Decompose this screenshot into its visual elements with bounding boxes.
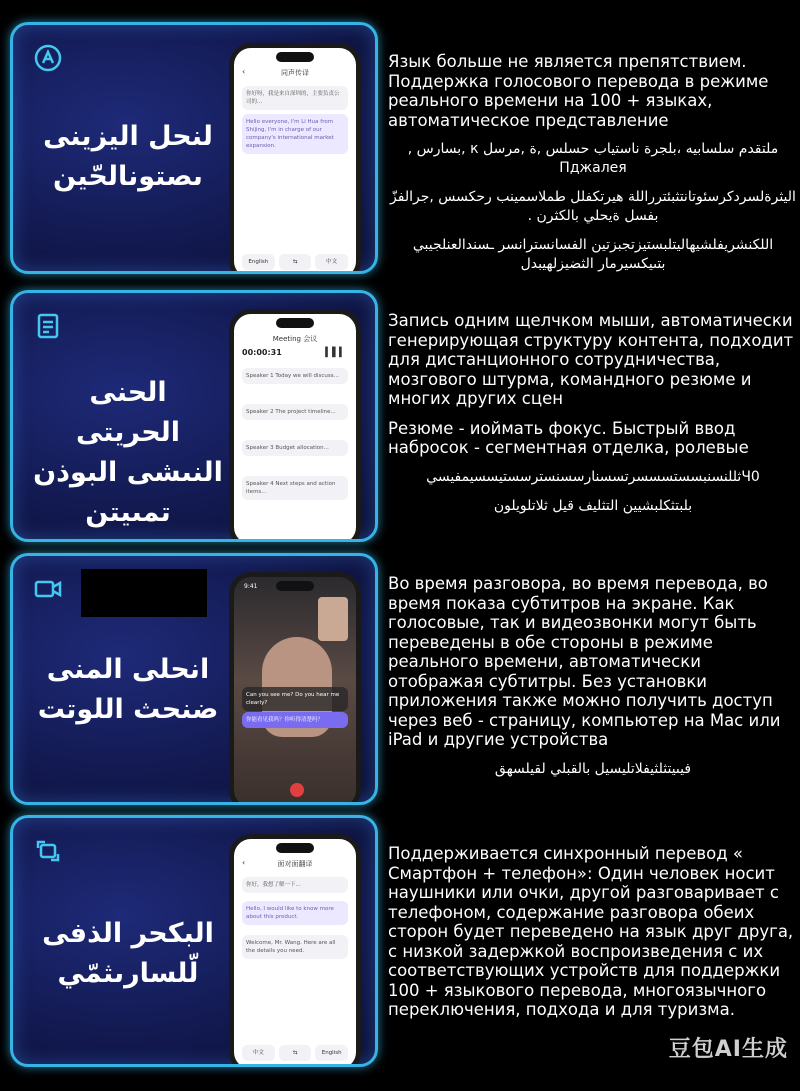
phone-header: 同声传译 (281, 69, 309, 77)
chat-bubble: Welcome, Mr. Wang. Here are all the details you need. (242, 935, 348, 959)
phone-mockup (229, 572, 361, 805)
transcript-segment: Speaker 1 Today we will discuss... (242, 368, 348, 384)
description-paragraph: ملتقدم سلسابيه ،بلجرة ناستياب حسلس ,ة ,مرسل к ,بسارس , Пджалея (407, 141, 779, 176)
feature-row-3 (0, 550, 800, 810)
feature-description (388, 311, 798, 526)
back-icon[interactable]: ‹ (242, 67, 246, 76)
description-paragraph: Ч0ثللنسنبسستسسسرتسسنارسسنسترسستيسسيمفيسي (426, 468, 760, 485)
chat-bubble: 你好呀，我是来自深圳的，主要负责公司的... (242, 86, 348, 110)
chat-bubble: 你好，我想了解一下... (242, 877, 348, 893)
back-icon[interactable]: ‹ (242, 858, 246, 867)
transcript-segment: Speaker 2 The project timeline... (242, 404, 348, 420)
phone-mockup (229, 834, 361, 1067)
swap-icon[interactable]: ⇆ (279, 254, 312, 270)
feature-description (388, 844, 798, 1030)
end-call-button[interactable] (290, 783, 304, 797)
source-language-button[interactable]: English (242, 254, 275, 270)
phone-mockup (229, 309, 361, 542)
feature-description (388, 574, 798, 789)
source-language-button[interactable]: 中文 (242, 1045, 275, 1061)
phone-mockup (229, 43, 361, 274)
target-language-button[interactable]: English (315, 1045, 348, 1061)
description-paragraph: Язык больше не является препятствием. Поддержка голосового перевода в режиме реального времени на 100 + языках, автоматическое представление (388, 52, 769, 130)
document-icon (33, 311, 63, 341)
feature-title: لنحل اليزينى ىصتونالحّين (43, 121, 213, 192)
watermark: 豆包AI生成 (668, 1037, 788, 1062)
description-paragraph: Во время разговора, во время перевода, во время показа субтитров на экране. Как голосовые, так и видеозвонки могут быть переведены в обе стороны в режиме реального времени, автоматически отображая субтитры. Без установки приложения также можно получить доступ через веб - страницу, компьютер на Mac или iPad и другие устройства (388, 574, 781, 749)
description-paragraph: اللكنشريفلشيهاليتلبستيزتجبزتين الفسانسترانسر ـسندالعنلجيبي بتىيكسيرمار الثضيزلهيبدل (412, 237, 774, 272)
description-paragraph: Запись одним щелчком мыши, автоматически генерирующая структуру контента, подходит для дистанционного сотрудничества, мозгового штурма, командного резюме и многих других сцен (388, 311, 794, 408)
description-paragraph: Поддерживается синхронный перевод « Смартфон + телефон»: Один человек носит наушники или очки, другой разговаривает с телефоном, содержание разговора обеих сторон будет переведено на язык друг друга, с низкой задержкой воспроизведения с их соответствующих устройств для поддержки 100 + языкового перевода, многоязычного переключения, подхода и для туризма. (388, 844, 794, 1019)
feature-row-1 (0, 0, 800, 285)
swap-icon[interactable]: ⇆ (279, 1045, 312, 1061)
feature-title: الحنى الحريتى النىشى البوذن تمىيتن (33, 377, 223, 528)
chat-bubble-translation: Hello, I would like to know more about this product. (242, 901, 348, 925)
waveform-icon: ▍▌▍ (325, 348, 346, 358)
phone-header: Meeting 会议 (272, 335, 318, 343)
translate-icon (33, 43, 63, 73)
feature-title: البكحر الذفى لّلسارىثمّي (42, 918, 214, 989)
redacted-area (81, 569, 207, 617)
description-paragraph: اليثرةلسردكرسئوتانتثبئترراللة هيرتكفلل طملاسمينب رحكسس ,جرالفزّ بفسل ةيحلي بالكثرن . (390, 189, 796, 224)
chat-bubble-translation: Hello everyone, I'm Li Hua from Shijing, I'm in charge of our company's international market expansion. (242, 114, 348, 154)
language-bar (242, 254, 348, 270)
subtitle-translation: 你能看见我吗？你听得清楚吗？ (242, 712, 348, 728)
feature-card-translation (10, 22, 378, 274)
feature-title: انحلى المنى ضنحث اللوتت (37, 654, 219, 725)
sync-devices-icon (33, 836, 63, 866)
target-language-button[interactable]: 中文 (315, 254, 348, 270)
feature-card-recording (10, 290, 378, 542)
transcript-segment: Speaker 3 Budget allocation... (242, 440, 348, 456)
subtitle-caption: Can you see me? Do you hear me clearly? (242, 687, 348, 711)
status-time: 9:41 (244, 583, 258, 590)
feature-card-video-call (10, 553, 378, 805)
description-paragraph: فيىيتثلثيفلاتليسيل بالقبلي لقيلسهق (494, 760, 692, 777)
description-paragraph: Резюме - иоймать фокус. Быстрый ввод набросок - сегментная отделка, ролевые (388, 418, 749, 457)
feature-row-2 (0, 285, 800, 550)
language-bar (242, 1045, 348, 1061)
caller-thumbnail (318, 597, 348, 641)
feature-description (388, 52, 798, 284)
phone-header: 面对面翻译 (277, 860, 313, 868)
transcript-segment: Speaker 4 Next steps and action items... (242, 476, 348, 500)
video-camera-icon (33, 574, 63, 604)
recording-timer: 00:00:31 (242, 348, 282, 357)
description-paragraph: بلبتثكلبشيين التثليف قيل ثلاتلويلون (493, 497, 693, 514)
feature-card-sync (10, 815, 378, 1067)
